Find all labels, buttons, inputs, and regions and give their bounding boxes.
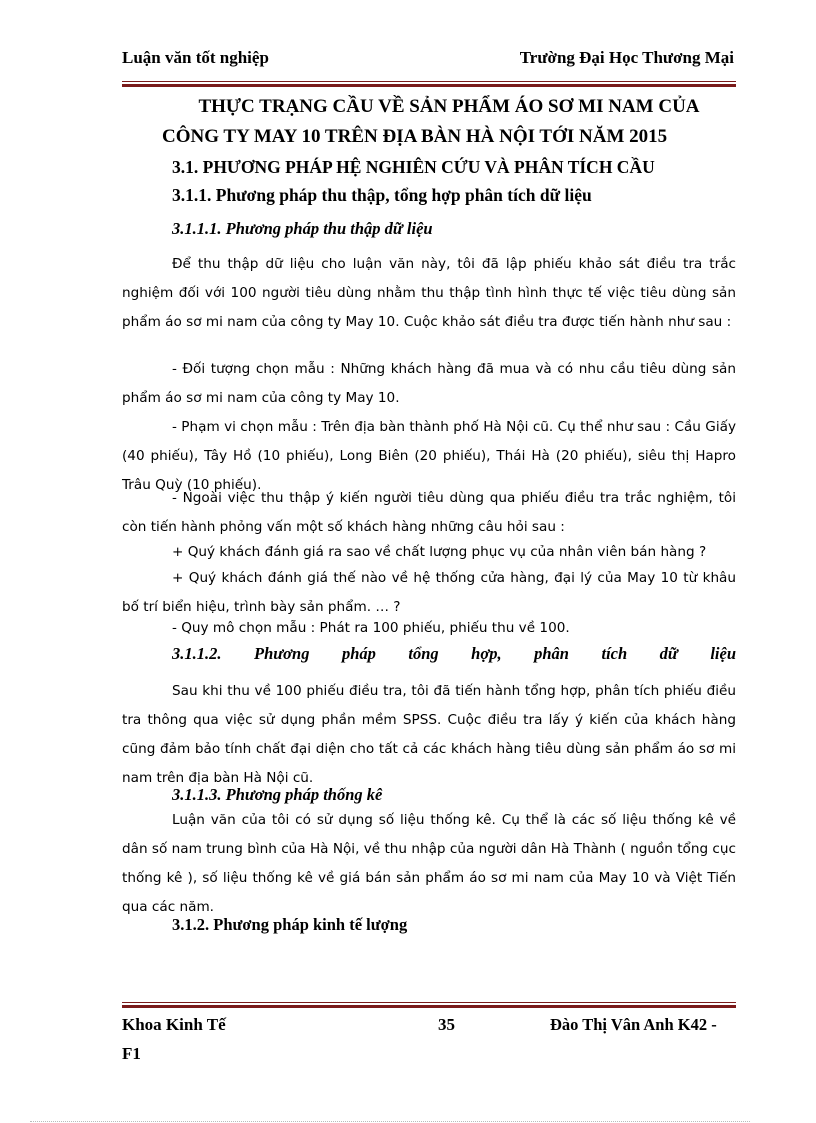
footer-rule-thin bbox=[122, 1002, 736, 1003]
paragraph-data-collection: Để thu thập dữ liệu cho luận văn này, tôi đã lập phiếu khảo sát điều tra trắc nghiệm đối với 100 người tiêu dùng nhằm thu thập tình hình thực tế việc tiêu dùng sản phẩm áo sơ mi nam của công ty May 10. Cuộc khảo sát điều tra được tiến hành như sau : bbox=[122, 256, 736, 330]
chapter-title-line-2: CÔNG TY MAY 10 TRÊN ĐỊA BÀN HÀ NỘI TỚI NĂM 2015 bbox=[162, 126, 668, 147]
header-rule-thin bbox=[122, 81, 736, 82]
heading-3-1-1-1: 3.1.1.1. Phương pháp thu thập dữ liệu bbox=[172, 219, 433, 238]
paragraph-question-2: + Quý khách đánh giá thế nào về hệ thống cửa hàng, đại lý của May 10 từ khâu bố trí biển hiệu, trình bày sản phẩm. … ? bbox=[122, 570, 736, 615]
footer-author: Đào Thị Vân Anh K42 - bbox=[550, 1015, 717, 1034]
chapter-title-line-1: THỰC TRẠNG CẦU VỀ SẢN PHẨM ÁO SƠ MI NAM CỦA bbox=[198, 96, 700, 117]
page-header bbox=[122, 44, 734, 80]
paragraph-question-1: + Quý khách đánh giá ra sao về chất lượng phục vụ của nhân viên bán hàng ? bbox=[172, 544, 707, 560]
heading-3-1-1: 3.1.1. Phương pháp thu thập, tổng hợp phân tích dữ liệu bbox=[172, 185, 592, 205]
paragraph-sample-size: - Quy mô chọn mẫu : Phát ra 100 phiếu, phiếu thu về 100. bbox=[172, 620, 570, 636]
header-thesis-label: Luận văn tốt nghiệp bbox=[122, 48, 269, 67]
paragraph-sample-subject: - Đối tượng chọn mẫu : Những khách hàng đã mua và có nhu cầu tiêu dùng sản phẩm áo sơ mi nam của công ty May 10. bbox=[122, 361, 736, 406]
page-bottom-dotted-divider bbox=[30, 1121, 750, 1122]
paragraph-synthesis: Sau khi thu về 100 phiếu điều tra, tôi đã tiến hành tổng hợp, phân tích phiếu điều tra thông qua việc sử dụng phần mềm SPSS. Cuộc điều tra lấy ý kiến của khách hàng cũng đảm bảo tính chất đại diện cho tất cả các khách hàng tiêu dùng sản phẩm áo sơ mi nam trên địa bàn Hà Nội cũ. bbox=[122, 683, 736, 786]
paragraph-interviews: - Ngoài việc thu thập ý kiến người tiêu dùng qua phiếu điều tra trắc nghiệm, tôi còn tiến hành phỏng vấn một số khách hàng những câu hỏi sau : bbox=[122, 490, 736, 535]
paragraph-statistics: Luận văn của tôi có sử dụng số liệu thống kê. Cụ thể là các số liệu thống kê về dân số nam trung bình của Hà Nội, về thu nhập của người dân Hà Thành ( nguồn tổng cục thống kê ), số liệu thống kê về giá bán sản phẩm áo sơ mi nam của May 10 và Việt Tiến qua các năm. bbox=[122, 812, 736, 915]
paragraph-sample-scope: - Phạm vi chọn mẫu : Trên địa bàn thành phố Hà Nội cũ. Cụ thể như sau : Cầu Giấy (40 phiếu), Tây Hồ (10 phiếu), Long Biên (20 phiếu), Thái Hà (20 phiếu), siêu thị Hapro Trâu Quỳ (10 phiếu). bbox=[122, 419, 736, 493]
header-rule-thick bbox=[122, 84, 736, 87]
heading-3-1: 3.1. PHƯƠNG PHÁP HỆ NGHIÊN CỨU VÀ PHÂN TÍCH CẦU bbox=[172, 157, 655, 177]
header-university-name: Trường Đại Học Thương Mại bbox=[519, 48, 734, 67]
page-number: 35 bbox=[438, 1015, 455, 1034]
heading-3-1-1-3: 3.1.1.3. Phương pháp thống kê bbox=[172, 785, 383, 804]
footer-class-suffix: F1 bbox=[122, 1044, 141, 1063]
footer-faculty: Khoa Kinh Tế bbox=[122, 1015, 226, 1034]
heading-3-1-1-2: 3.1.1.2. Phương pháp tổng hợp, phân tích dữ liệu bbox=[172, 644, 736, 663]
heading-3-1-2: 3.1.2. Phương pháp kinh tế lượng bbox=[172, 915, 408, 934]
footer-rule-thick bbox=[122, 1005, 736, 1008]
